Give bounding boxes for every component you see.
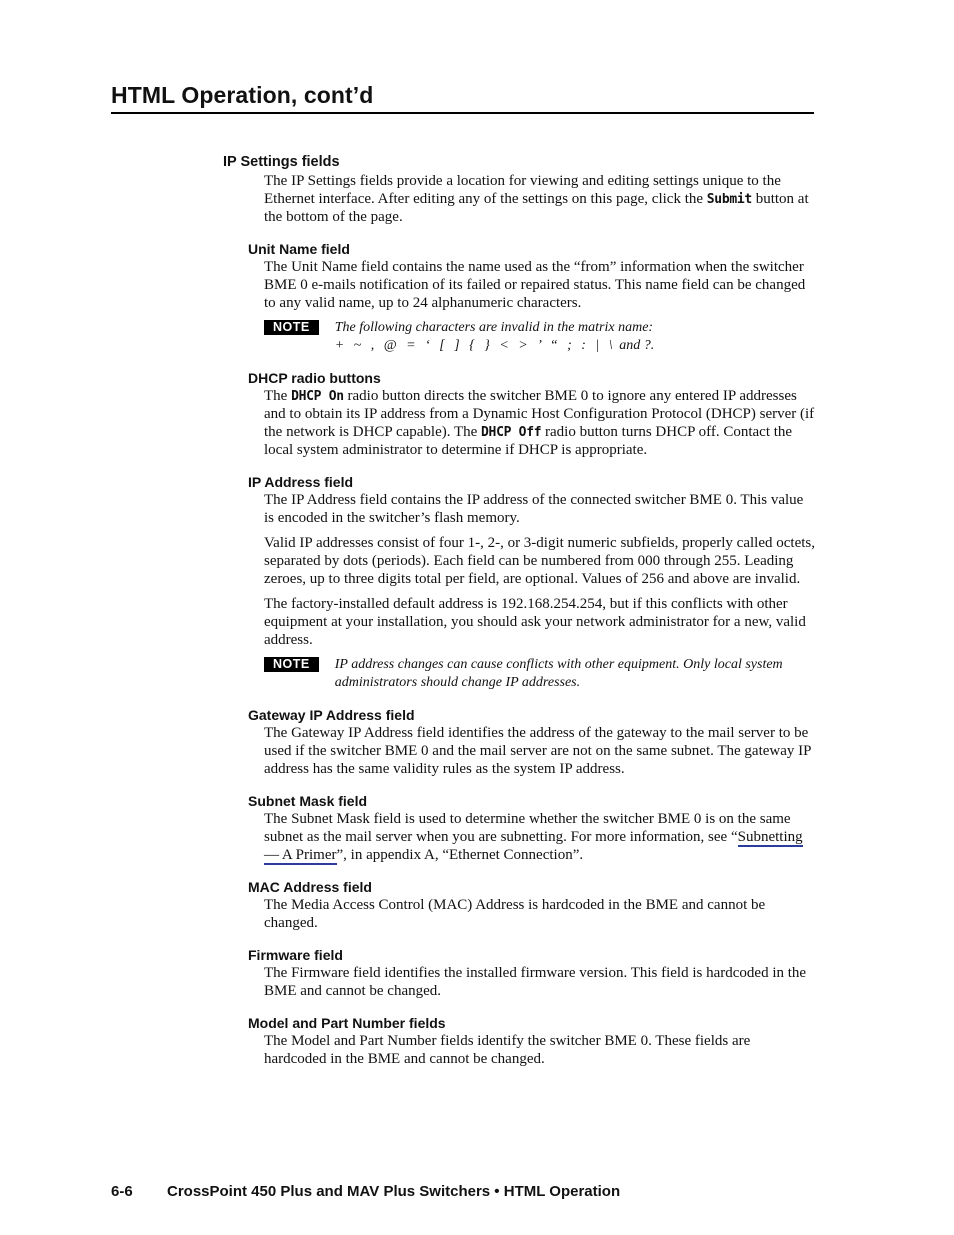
subheading-unit-name: Unit Name field <box>248 241 350 257</box>
model-body: The Model and Part Number fields identify the switcher BME 0. These fields are hardcoded in the BME and cannot be changed. <box>264 1033 751 1067</box>
note-line-1: The following characters are invalid in the matrix name: <box>334 320 654 335</box>
gateway-body: The Gateway IP Address field identifies the address of the gateway to the mail server to be used if the switcher BME 0 and the mail server are not on the same subnet. The gateway IP address has the same validity rules as the system IP address. <box>264 725 811 777</box>
firmware-body: The Firmware field identifies the installed firmware version. This field is hardcoded in the BME and cannot be changed. <box>264 965 807 999</box>
subnet-text-1: The Subnet Mask field is used to determine whether the switcher BME 0 is on the same subnet as the mail server when you are subnetting. For more information, see “ <box>264 811 791 845</box>
subheading-mac-address: MAC Address field <box>248 879 372 895</box>
footer-title: CrossPoint 450 Plus and MAV Plus Switchers • HTML Operation <box>167 1183 621 1200</box>
note-text <box>335 319 654 355</box>
section-heading-ip-settings: IP Settings fields <box>223 154 340 170</box>
subnet-text-2: ”, in appendix A, “Ethernet Connection”. <box>336 847 584 863</box>
invalid-characters: + ~ , @ = ‘ [ ] { } < > ’ “ ; : | \ <box>334 338 616 353</box>
note-tail: and ?. <box>619 338 655 353</box>
dhcp-on-code-label: DHCP On <box>291 389 344 404</box>
page-footer <box>111 1183 620 1200</box>
main-content <box>223 154 815 1075</box>
unit-name-note <box>264 319 815 355</box>
note-badge: NOTE <box>264 657 319 672</box>
page-header <box>111 82 814 114</box>
dhcp-text-1: The <box>264 388 288 404</box>
note-text: IP address changes can cause conflicts with other equipment. Only local system administrators should change IP addresses. <box>334 657 783 690</box>
subheading-firmware: Firmware field <box>248 947 343 963</box>
ip-address-para-2: Valid IP addresses consist of four 1-, 2-, or 3-digit numeric subfields, properly called octets, separated by dots (periods). Each field can be numbered from 000 through 255. Leading zeroes, up to three digits total per field, are optional. Values of 256 and above are invalid. <box>264 535 815 587</box>
page-number: 6-6 <box>111 1183 133 1200</box>
ip-address-para-1: The IP Address field contains the IP address of the connected switcher BME 0. This value is encoded in the switcher’s flash memory. <box>264 492 804 526</box>
subnetting-primer-link[interactable]: Subnetting — A Primer <box>264 829 803 863</box>
dhcp-text-2: radio button directs the switcher BME 0 to ignore any entered IP addresses and to obtain its IP address from a Dynamic Host Configuration Protocol (DHCP) server (if the network is DHCP capable). The <box>264 388 815 440</box>
mac-body: The Media Access Control (MAC) Address is hardcoded in the BME and cannot be changed. <box>264 897 766 931</box>
dhcp-body <box>264 387 815 459</box>
subheading-gateway: Gateway IP Address field <box>248 707 415 723</box>
subnet-body <box>264 810 815 864</box>
subheading-subnet-mask: Subnet Mask field <box>248 793 368 809</box>
ip-settings-intro-text-2: button at the bottom of the page. <box>264 191 809 225</box>
ip-settings-intro <box>264 172 815 226</box>
subheading-model-part-number: Model and Part Number fields <box>248 1015 446 1031</box>
ip-address-note <box>264 656 815 692</box>
submit-code-label: Submit <box>706 192 752 207</box>
note-badge: NOTE <box>264 320 319 335</box>
subheading-dhcp: DHCP radio buttons <box>248 370 381 386</box>
dhcp-off-code-label: DHCP Off <box>481 425 542 440</box>
note-line-2 <box>335 337 654 355</box>
ip-settings-intro-text-1: The IP Settings fields provide a location for viewing and editing settings unique to the Ethernet interface. After editing any of the settings on this page, click the <box>264 173 781 207</box>
ip-address-para-3: The factory-installed default address is 192.168.254.254, but if this conflicts with other equipment at your installation, you should ask your network administrator for a new, valid address. <box>264 596 806 648</box>
dhcp-text-3: radio button turns DHCP off. Contact the local system administrator to determine if DHCP is appropriate. <box>264 424 793 458</box>
page-title: HTML Operation, cont’d <box>111 82 374 108</box>
unit-name-body: The Unit Name field contains the name used as the “from” information when the switcher BME 0 e-mails notification of its failed or repaired status. This name field can be changed to any valid name, up to 24 alphanumeric characters. <box>264 259 806 311</box>
subheading-ip-address: IP Address field <box>248 474 354 490</box>
